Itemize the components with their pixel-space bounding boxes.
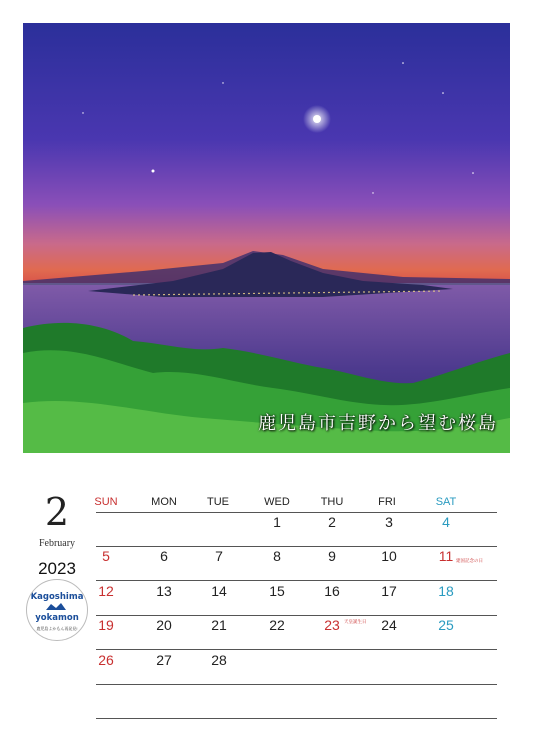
row-divider — [96, 546, 497, 547]
day-cell: 2 — [328, 514, 336, 530]
day-cell: 9 — [328, 548, 336, 564]
row-divider — [96, 512, 497, 513]
day-cell-sunday: 26 — [98, 652, 114, 668]
photo-caption: 鹿児島市吉野から望む桜島 — [258, 413, 498, 434]
star — [442, 92, 444, 94]
day-cell: 6 — [160, 548, 168, 564]
weekday-wed: WED — [264, 496, 290, 508]
weekday-thu: THU — [320, 496, 344, 508]
day-cell: 21 — [211, 617, 227, 633]
day-cell: 24 — [381, 617, 397, 633]
day-cell-saturday: 4 — [442, 514, 450, 530]
star — [402, 62, 404, 64]
logo-line1: Kagoshima — [30, 592, 84, 602]
day-cell: 27 — [156, 652, 172, 668]
day-cell: 1 — [273, 514, 281, 530]
logo-tagline: 鹿児島よかもん再発見! — [36, 626, 78, 631]
day-cell-saturday: 18 — [438, 583, 454, 599]
star — [472, 172, 474, 174]
day-cell-sunday: 19 — [98, 617, 114, 633]
month-name: February — [38, 538, 76, 549]
day-cell: 13 — [156, 583, 172, 599]
day-cell: 22 — [269, 617, 285, 633]
day-cell: 17 — [381, 583, 397, 599]
day-cell-sunday: 5 — [102, 548, 110, 564]
logo-line2: yokamon — [35, 613, 79, 623]
weekday-sun: SUN — [94, 496, 118, 508]
sakurajima-night-photo — [23, 23, 510, 453]
holiday-label: 建国記念の日 — [456, 558, 483, 563]
weekday-mon: MON — [151, 496, 177, 508]
day-cell: 28 — [211, 652, 227, 668]
weekday-sat: SAT — [435, 496, 457, 508]
moon — [313, 115, 321, 123]
day-cell: 14 — [211, 583, 227, 599]
weekday-fri: FRI — [378, 496, 396, 508]
day-cell-sunday: 12 — [98, 583, 114, 599]
star — [372, 192, 373, 193]
day-cell: 16 — [324, 583, 340, 599]
holiday-label: 天皇誕生日 — [344, 619, 367, 624]
day-cell: 8 — [273, 548, 281, 564]
star — [222, 82, 223, 83]
row-divider — [96, 718, 497, 719]
day-cell: 10 — [381, 548, 397, 564]
month-block — [22, 490, 92, 579]
kagoshima-yokamon-logo — [26, 579, 88, 641]
day-cell: 15 — [269, 583, 285, 599]
day-cell: 3 — [385, 514, 393, 530]
day-cell-saturday: 25 — [438, 617, 454, 633]
month-number: 2 — [44, 490, 70, 534]
day-cell: 7 — [215, 548, 223, 564]
year-label: 2023 — [38, 559, 76, 578]
row-divider — [96, 580, 497, 581]
weekday-tue: TUE — [207, 496, 229, 508]
row-divider — [96, 615, 497, 616]
day-cell: 20 — [156, 617, 172, 633]
day-cell-holiday: 11 — [438, 548, 454, 564]
star — [152, 170, 155, 173]
star — [82, 112, 83, 113]
calendar-photo — [23, 23, 510, 453]
logo-emblem-icon — [45, 602, 67, 612]
row-divider — [96, 649, 497, 650]
row-divider — [96, 684, 497, 685]
day-cell-holiday: 23 — [324, 617, 340, 633]
